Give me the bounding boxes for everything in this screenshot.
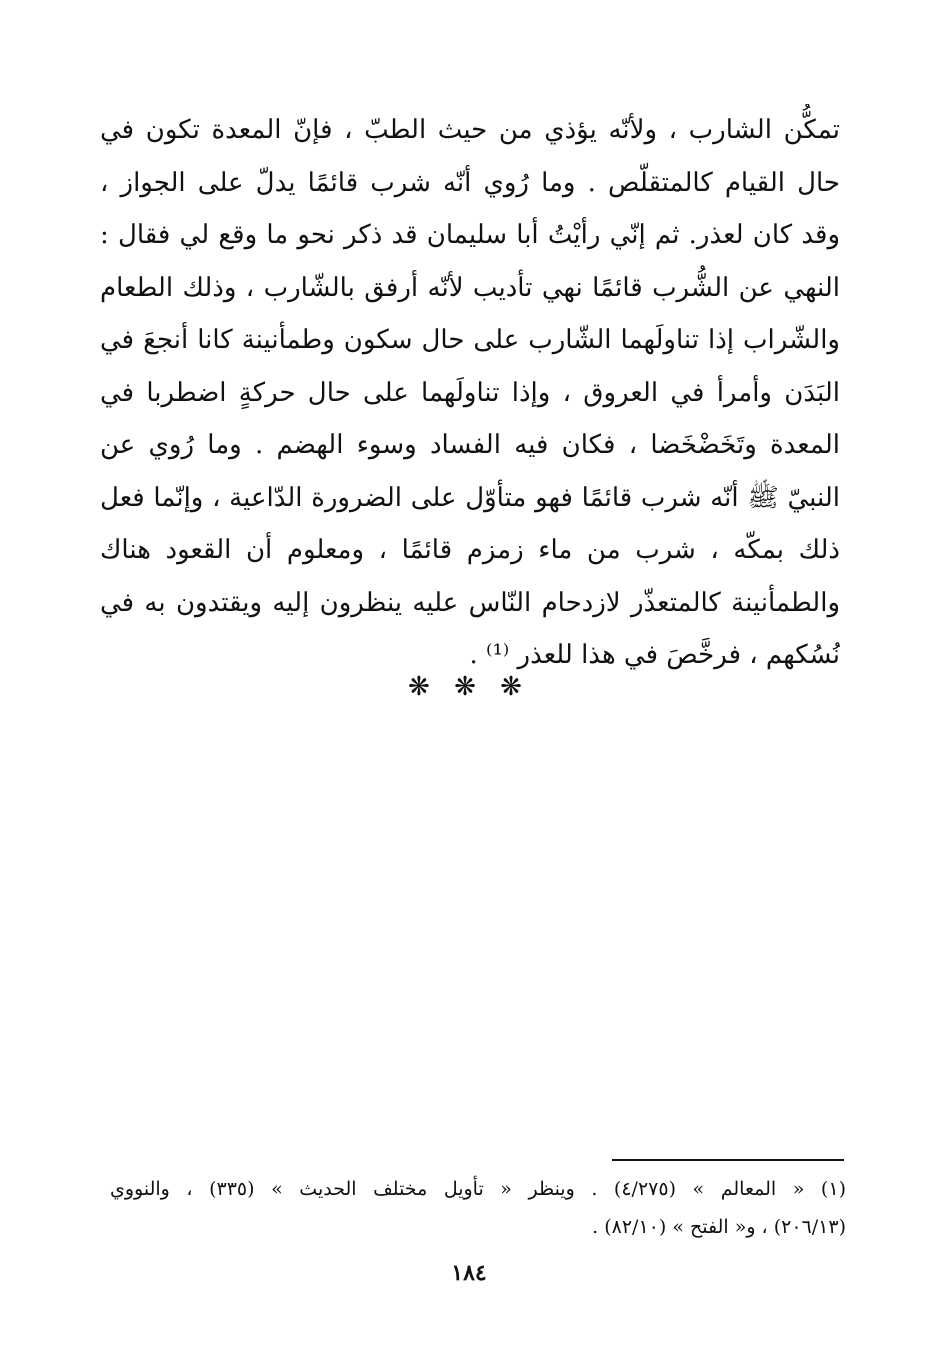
text-line: والطمأنينة كالمتعذّر لازدحام النّاس عليه ينظرون إليه ويقتدون به في [100,587,840,618]
page-number: ١٨٤ [451,1260,487,1286]
text-line: والشّراب إذا تناولَهما الشّارب على حال سكون وطمأنينة كانا أنجعَ في [100,325,840,355]
text-line: البَدَن وأمرأ في العروق ، وإذا تناولَهما على حال حركةٍ اضطربا في [100,377,840,408]
text-line: النهي عن الشُّرب قائمًا نهي تأديب لأنّه أرفق بالشّارب ، وذلك الطعام [100,272,840,303]
text-line: حال القيام كالمتقلّص . وما رُوي أنّه شرب قائمًا يدلّ على الجواز ، [100,167,840,198]
text-line-last: نُسُكهم ، فرخَّصَ في هذا للعذر ⁽¹⁾ . [469,640,840,670]
footnote-line: (٢٠٦/١٣) ، و« الفتح » (٨٢/١٠) . [592,1216,846,1238]
text-line: وقد كان لعذر. ثم إنّي رأيْتُ أبا سليمان قد ذكر نحو ما وقع لي فقال : [100,220,840,250]
text-line: تمكُّن الشارب ، ولأنّه يؤذي من حيث الطبّ ، فإنّ المعدة تكون في [100,115,840,145]
footnote-divider [612,1159,844,1161]
section-separator-stars: ❋ ❋ ❋ [408,672,530,702]
footnotes-block [110,1170,846,1246]
text-line: المعدة وتَخَضْخَضا ، فكان فيه الفساد وسوء الهضم . وما رُوي عن [100,430,840,460]
main-text-block [100,104,840,682]
text-line: ذلك بمكّه ، شرب من ماء زمزم قائمًا ، ومعلوم أن القعود هناك [100,535,840,565]
footnote-line: (١) « المعالم » (٤/٢٧٥) . وينظر « تأويل مختلف الحديث » (٣٣٥) ، والنووي [110,1178,846,1200]
text-line: النبيّ ﷺ أنّه شرب قائمًا فهو متأوّل على الضرورة الدّاعية ، وإنّما فعل [100,482,840,513]
